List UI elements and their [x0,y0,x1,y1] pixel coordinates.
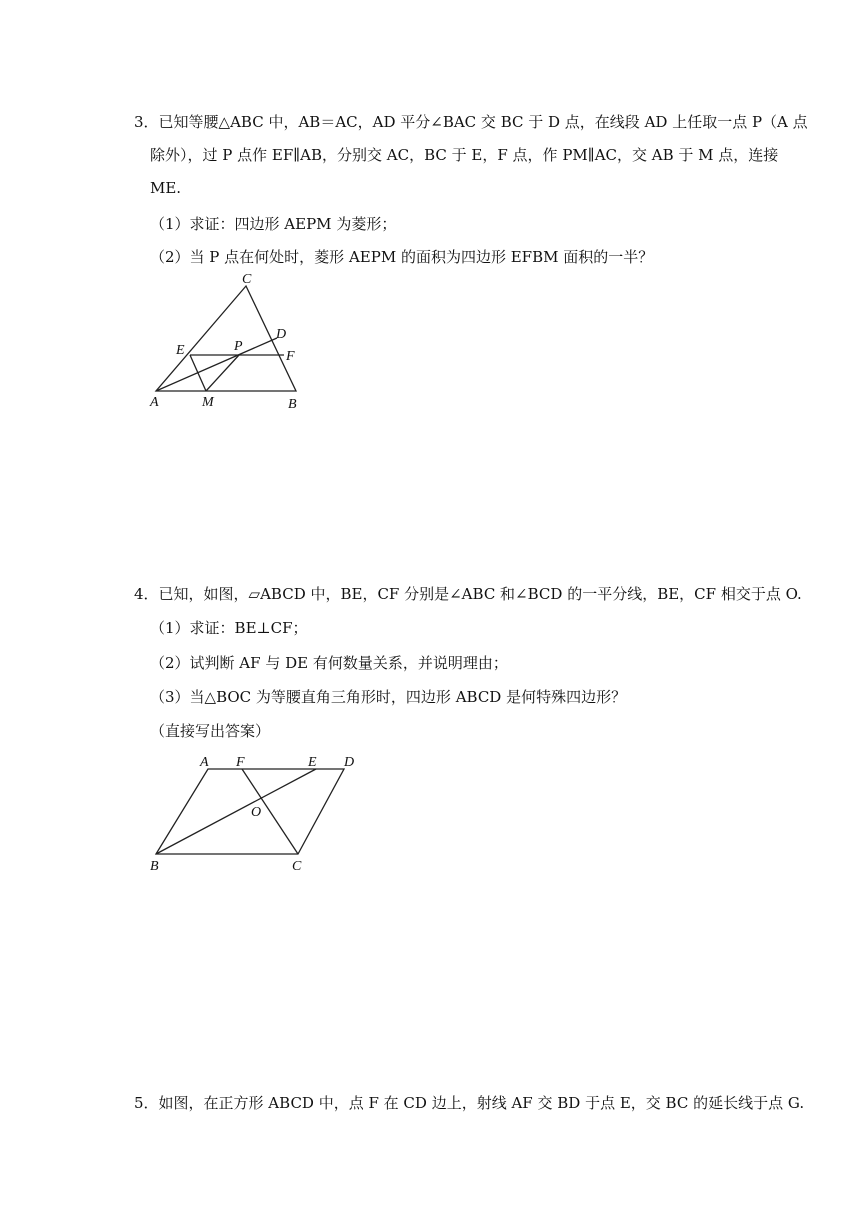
q4-subquestion-4: （直接写出答案） [150,722,271,740]
q4-parallelogram-figure [140,750,370,880]
q4-subquestion-3: （3）当△BOC 为等腰直角三角形时，四边形 ABCD 是何特殊四边形？ [150,688,627,706]
q3-subquestion-2: （2）当 P 点在何处时，菱形 AEPM 的面积为四边形 EFBM 面积的一半？ [150,248,654,266]
q3-subquestion-1: （1）求证：四边形 AEPM 为菱形； [150,215,397,233]
label-d: D [344,755,355,770]
q3-stem-line-1: 3．已知等腰△ABC 中，AB＝AC，AD 平分∠BAC 交 BC 于 D 点，在线段 AD 上任取一点 P（A 点 [134,113,808,131]
q3-stem-line-3: ME. [150,179,182,197]
label-b: B [150,859,159,874]
label-a: A [200,755,209,770]
label-f: F [286,349,295,364]
label-a: A [150,395,159,410]
segment-em [190,355,206,391]
label-o: O [251,805,262,820]
label-p: P [234,339,243,354]
label-c: C [242,272,252,287]
q3-stem-line-2: 除外），过 P 点作 EF∥AB，分别交 AC，BC 于 E，F 点，作 PM∥AC，交 AB 于 M 点，连接 [150,146,779,164]
q5-stem-line-1: 5．如图，在正方形 ABCD 中，点 F 在 CD 边上，射线 AF 交 BD 于点 E，交 BC 的延长线于点 G. [134,1094,805,1112]
label-d: D [276,327,287,342]
segment-pm [206,355,239,391]
q4-subquestion-2: （2）试判断 AF 与 DE 有何数量关系，并说明理由； [150,654,508,672]
label-e: E [176,343,185,358]
label-c: C [292,859,302,874]
segment-ad [156,338,277,391]
q4-subquestion-1: （1）求证：BE⊥CF； [150,619,308,637]
label-b: B [288,397,297,412]
segment-be [156,769,316,854]
label-f: F [236,755,245,770]
label-e: E [308,755,317,770]
q4-stem-line-1: 4．已知，如图，▱ABCD 中，BE，CF 分别是∠ABC 和∠BCD 的一平分线，BE，CF 相交于点 O. [134,585,802,603]
label-m: M [202,395,214,410]
q3-triangle-figure [140,268,320,418]
